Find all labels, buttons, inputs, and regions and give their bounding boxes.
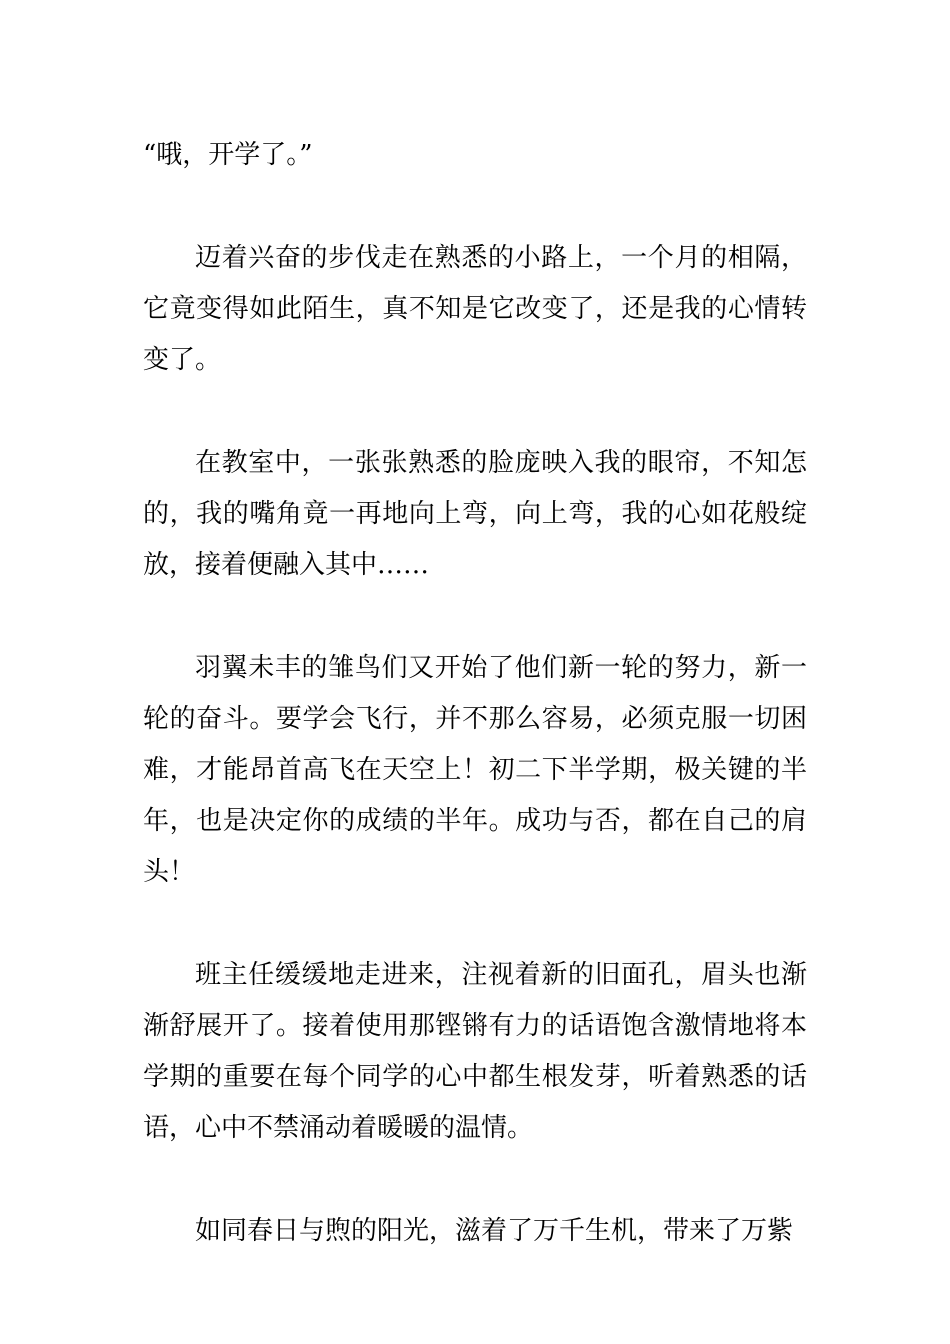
paragraph-5: 班主任缓缓地走进来，注视着新的旧面孔，眉头也渐渐舒展开了。接着使用那铿锵有力的话语饱含激情地将本学期的重要在每个同学的心中都生根发芽，听着熟悉的话语，心中不禁涌动着暖暖的温情。: [143, 960, 807, 1143]
paragraph-4: 羽翼未丰的雏鸟们又开始了他们新一轮的努力，新一轮的奋斗。要学会飞行，并不那么容易，必须克服一切困难，才能昂首高飞在天空上！初二下半学期，极关键的半年，也是决定你的成绩的半年。成功与否，都在自己的肩头！: [143, 653, 807, 887]
document-body: [143, 130, 807, 1309]
paragraph-2: 迈着兴奋的步伐走在熟悉的小路上，一个月的相隔，它竟变得如此陌生，真不知是它改变了，还是我的心情转变了。: [143, 243, 807, 375]
paragraph-1: “哦，开学了。”: [143, 140, 313, 170]
paragraph-3: 在教室中，一张张熟悉的脸庞映入我的眼帘，不知怎的，我的嘴角竟一再地向上弯，向上弯，我的心如花般绽放，接着便融入其中……: [143, 448, 807, 580]
paragraph-6: 如同春日与煦的阳光，滋着了万千生机，带来了万紫: [195, 1216, 794, 1246]
